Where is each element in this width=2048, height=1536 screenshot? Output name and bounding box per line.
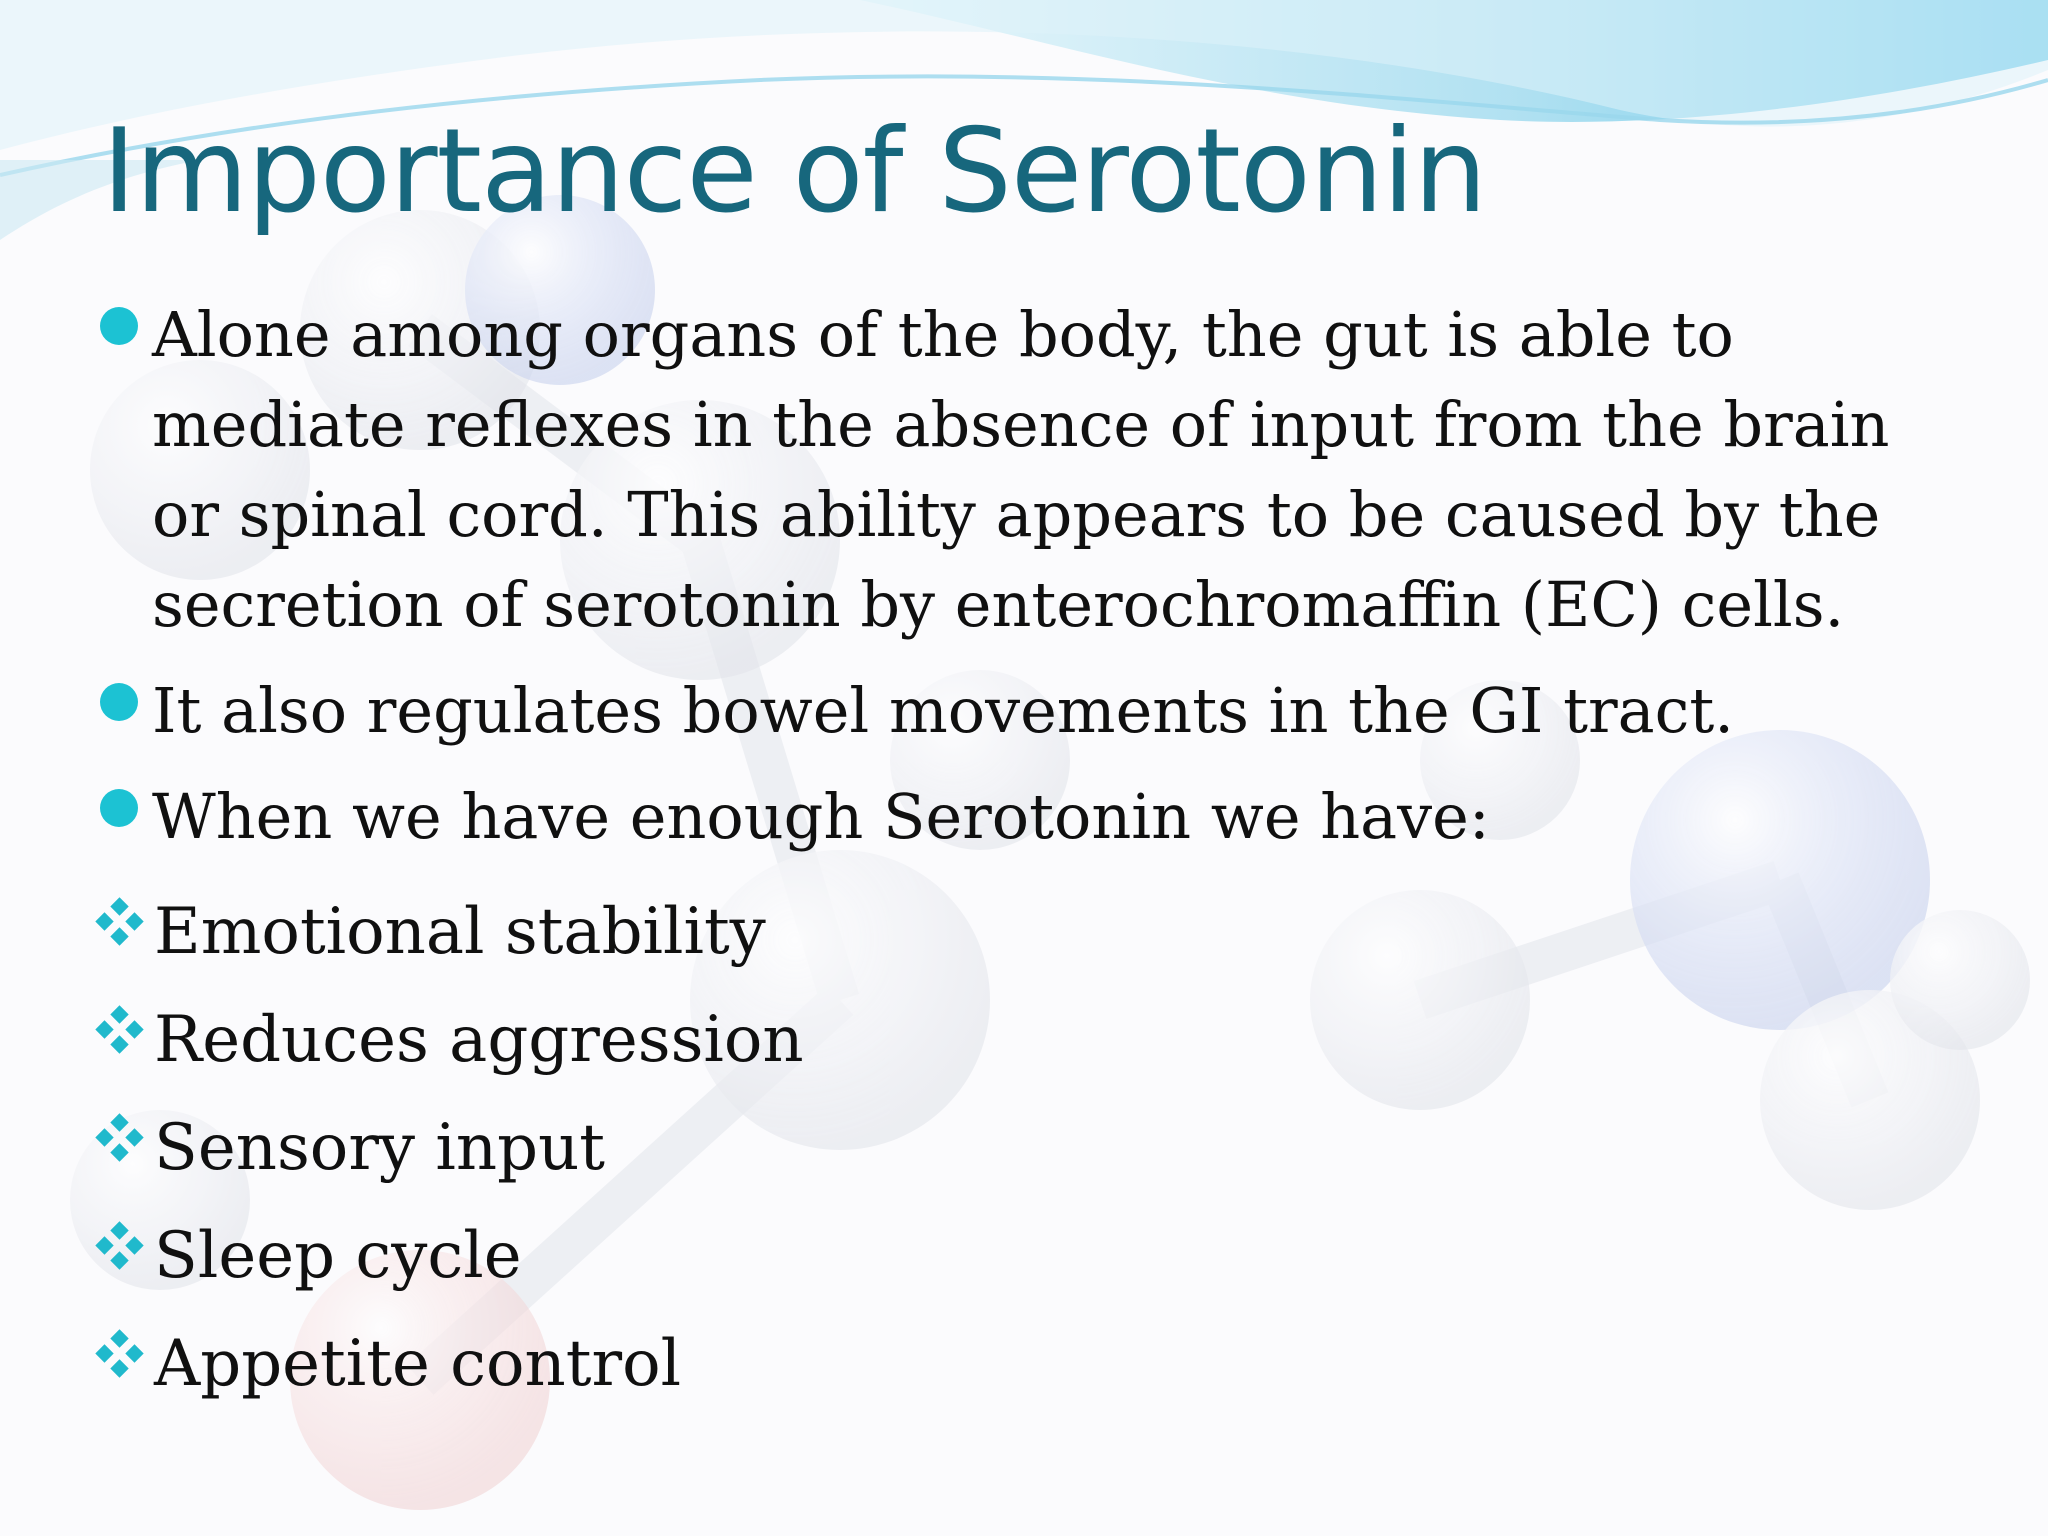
bullet-dot-icon bbox=[100, 789, 138, 827]
benefit-item bbox=[96, 1310, 1976, 1418]
slide-content bbox=[96, 290, 1976, 1418]
bullet-dot-icon bbox=[100, 307, 138, 345]
benefit-text: Sensory input bbox=[154, 1111, 605, 1185]
four-diamond-icon bbox=[98, 1224, 142, 1268]
benefit-item bbox=[96, 986, 1976, 1094]
bullet-text: It also regulates bowel movements in the GI tract. bbox=[152, 674, 1734, 747]
benefit-item bbox=[96, 1202, 1976, 1310]
bullet-text: Alone among organs of the body, the gut is able to mediate reflexes in the absence of input from the brain or spinal cord. This ability appears to be caused by the secretion of serotonin by enterochromaffin (EC) cells. bbox=[152, 298, 1890, 641]
slide-title: Importance of Serotonin bbox=[102, 104, 1487, 239]
bullet-item bbox=[96, 666, 1976, 756]
bullet-item bbox=[96, 290, 1976, 650]
benefit-text: Reduces aggression bbox=[154, 1003, 804, 1077]
four-diamond-icon bbox=[98, 900, 142, 944]
benefit-item bbox=[96, 1094, 1976, 1202]
benefit-text: Appetite control bbox=[154, 1327, 682, 1401]
bullet-dot-icon bbox=[100, 683, 138, 721]
four-diamond-icon bbox=[98, 1116, 142, 1160]
four-diamond-icon bbox=[98, 1008, 142, 1052]
four-diamond-icon bbox=[98, 1332, 142, 1376]
benefits-list bbox=[96, 878, 1976, 1418]
bullet-text: When we have enough Serotonin we have: bbox=[152, 780, 1490, 853]
benefit-item bbox=[96, 878, 1976, 986]
benefit-text: Emotional stability bbox=[154, 895, 766, 969]
benefit-text: Sleep cycle bbox=[154, 1219, 522, 1293]
bullet-item bbox=[96, 772, 1976, 862]
